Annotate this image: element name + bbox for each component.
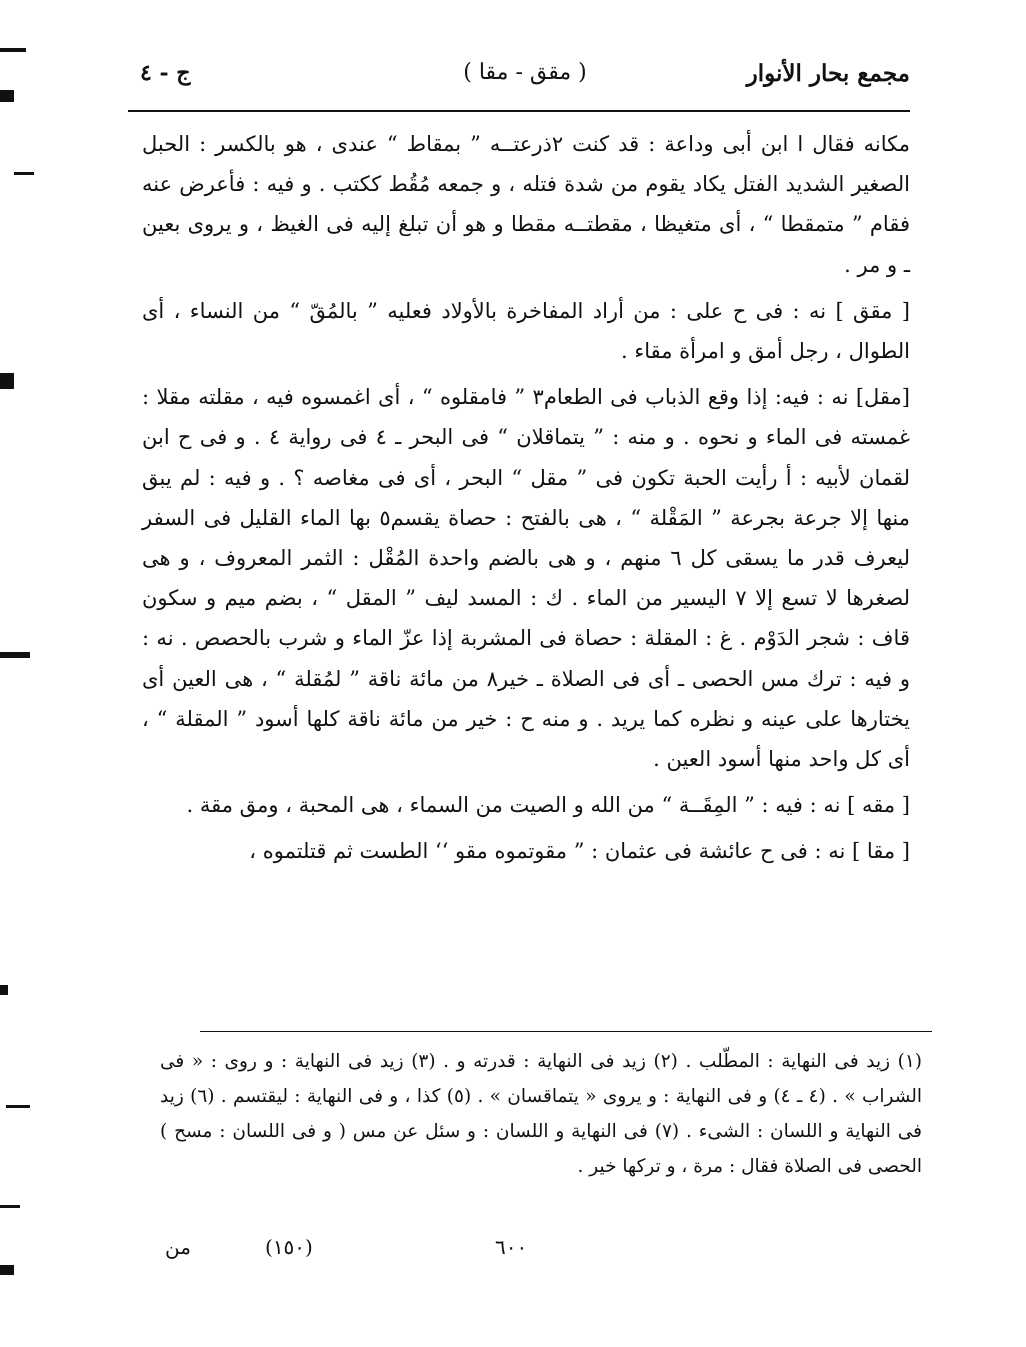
scan-edge-marks <box>0 0 40 1347</box>
catchword: من <box>165 1235 191 1259</box>
paragraph: [ مقه ] نه : فيه : ” المِقَــة “ من الله و الصيت من السماء ، هى المحبة ، ومق مقة . <box>186 793 910 818</box>
book-title: مجمع بحار الأنوار <box>746 60 910 87</box>
main-text <box>142 124 910 878</box>
page-number: ٦٠٠ <box>495 1235 528 1259</box>
paragraph: [ مقا ] نه : فى ح عائشة فى عثمان : ” مقوتموه مقو ‘‘ الطست ثم قتلتموه ، <box>249 839 910 864</box>
scan-mark <box>0 985 8 995</box>
paragraph: مكانه فقال ا ابن أبى وداعة : قد كنت ٢ذرعتــه ” بمقاط “ عندى ، هو بالكسر : الحبل الصغير الشديد الفتل يكاد يقوم من شدة فتله ، و جمعه مُقُط ككتب . و فيه : فأعرض عنه فقام ” متمقطا “ ، أى متغيظا ، مقطتــه مقطا و هو أن تبلغ إليه فى الغيظ ، و يروى بعين ـ و مر . <box>142 132 911 277</box>
header-rule <box>128 110 910 112</box>
scan-mark <box>0 1265 14 1275</box>
entry-range: ( مقق - مقا ) <box>463 60 587 85</box>
scan-mark <box>0 1205 20 1208</box>
scan-mark <box>0 652 30 658</box>
sheet-number: (١٥٠) <box>265 1235 313 1259</box>
page-footer <box>140 1235 560 1267</box>
paragraph: [ مقق ] نه : فى ح على : من أراد المفاخرة بالأولاد فعليه ” بالمُقّ “ من النساء ، أى الطوال ، رجل أمق و امرأة مقاء . <box>142 298 910 364</box>
footnotes <box>160 1044 922 1184</box>
scan-mark <box>0 373 14 389</box>
scan-mark <box>0 90 14 102</box>
paragraph: [مقل] نه : فيه: إذا وقع الذباب فى الطعام٣ ” فامقلوه “ ، أى اغمسوه فيه ، مقلته مقلا : غمسته فى الماء و نحوه . و منه : ” يتماقلان “ فى البحر ـ ٤ فى رواية ٤ . و فى ح ابن لقمان لأبيه : أ رأيت الحبة تكون فى ” مقل “ البحر ، أى فى مغاصه ؟ . و فيه : لم يبق منها إلا جرعة بجرعة ” المَقْلة “ ، هى بالفتح : حصاة يقسم٥ بها الماء القليل فى السفر ليعرف قدر ما يسقى كل ٦ منهم ، و هى بالضم واحدة المُقْل : الثمر المعروف ، و هى لصغرها لا تسع إلا ٧ اليسير من الماء . ك : المسد ليف ” المقل “ ، بضم ميم و سكون قاف : شجر الدَوْم . غ : المقلة : حصاة فى المشربة إذا عزّ الماء و شرب بالحصص . نه : و فيه : ترك مس الحصى ـ أى فى الصلاة ـ خير٨ من مائة ناقة ” لمُقلة “ ، هى العين أى يختارها على عينه و نظره كما يريد . و منه ح : خير من مائة ناقة كلها أسود ” المقلة “ ، أى كل واحد منها أسود العين . <box>142 385 911 772</box>
page-header <box>140 54 910 94</box>
footnote-rule <box>200 1031 932 1032</box>
scan-mark <box>14 172 34 175</box>
volume-label: ج - ٤ <box>140 60 191 86</box>
scan-mark <box>0 48 26 52</box>
scan-mark <box>6 1105 30 1108</box>
footnote-text: (١) زيد فى النهاية : المطّلب . (٢) زيد فى النهاية : قدرته و . (٣) زيد فى النهاية : و روى : « فى الشراب » . (٤ ـ ٤) و فى النهاية : و يروى « يتماقسان » . (٥) كذا ، و فى النهاية : ليقتسم . (٦) زيد فى النهاية و اللسان : الشىء . (٧) فى النهاية و اللسان : و سئل عن مس ( و فى اللسان : مسح ) الحصى فى الصلاة فقال : مرة ، و تركها خير . <box>160 1051 923 1177</box>
